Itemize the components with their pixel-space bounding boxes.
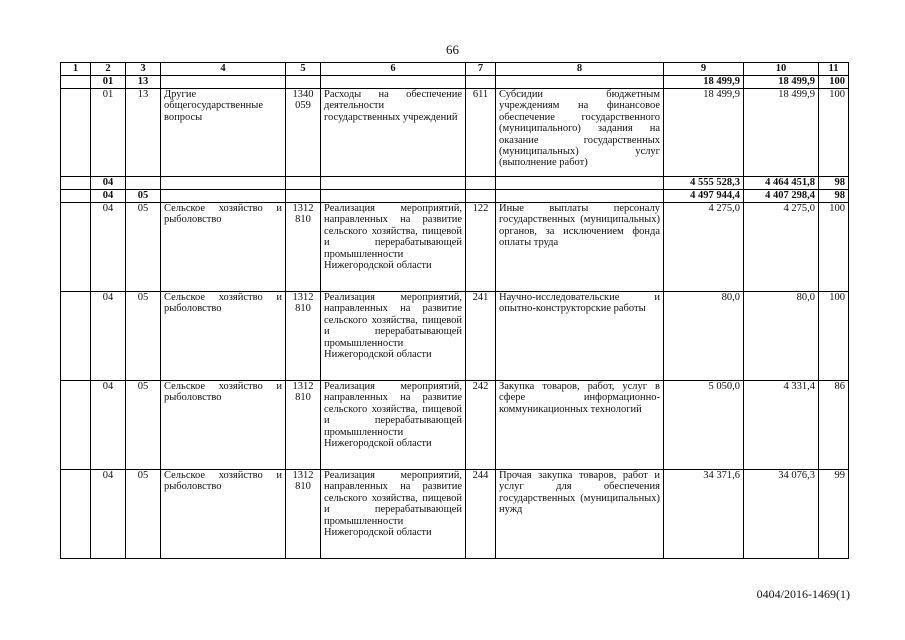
cell-c5 <box>286 190 321 203</box>
cell-subsection: 05 <box>126 470 161 559</box>
cell-c1 <box>61 76 91 89</box>
cell-c6 <box>321 190 466 203</box>
cell-actual: 80,0 <box>744 292 819 381</box>
cell-target-code: 1340 059 <box>286 89 321 177</box>
table-row <box>61 381 849 470</box>
table-row <box>61 89 849 177</box>
cell-percent: 86 <box>819 381 849 470</box>
cell-percent: 98 <box>819 177 849 190</box>
cell-description: Другие общегосударственные вопросы <box>161 89 286 177</box>
cell-expense-name: Прочая закупка товаров, работ и услуг для обеспечения государственных (муниципальных) нужд <box>496 470 664 559</box>
budget-table <box>60 62 849 559</box>
cell-actual: 4 464 451,8 <box>744 177 819 190</box>
cell-expense-code: 611 <box>466 89 496 177</box>
cell-section: 04 <box>91 177 126 190</box>
cell-actual: 4 275,0 <box>744 203 819 292</box>
cell-description: Сельское хозяйство и рыболовство <box>161 292 286 381</box>
cell-plan: 18 499,9 <box>664 76 744 89</box>
cell-c1 <box>61 89 91 177</box>
column-header: 5 <box>286 63 321 76</box>
column-header: 2 <box>91 63 126 76</box>
subtotal-row <box>61 177 849 190</box>
cell-actual: 34 076,3 <box>744 470 819 559</box>
cell-percent: 100 <box>819 89 849 177</box>
cell-target-code: 1312 810 <box>286 470 321 559</box>
column-header: 9 <box>664 63 744 76</box>
cell-c1 <box>61 470 91 559</box>
table-row <box>61 203 849 292</box>
cell-c1 <box>61 190 91 203</box>
column-header: 6 <box>321 63 466 76</box>
cell-actual: 4 407 298,4 <box>744 190 819 203</box>
column-header: 11 <box>819 63 849 76</box>
cell-section: 01 <box>91 76 126 89</box>
document-code: 0404/2016-1469(1) <box>756 587 850 601</box>
cell-c4 <box>161 76 286 89</box>
cell-percent: 100 <box>819 203 849 292</box>
cell-c4 <box>161 190 286 203</box>
cell-percent: 99 <box>819 470 849 559</box>
column-header: 10 <box>744 63 819 76</box>
cell-expense-code: 241 <box>466 292 496 381</box>
cell-plan: 34 371,6 <box>664 470 744 559</box>
cell-actual: 18 499,9 <box>744 76 819 89</box>
cell-expense-name: Субсидии бюджетным учреждениям на финансовое обеспечение государственного (муниципального) задания на оказание государственных (муниципальных) услуг (выполнение работ) <box>496 89 664 177</box>
cell-actual: 18 499,9 <box>744 89 819 177</box>
column-header: 4 <box>161 63 286 76</box>
cell-c4 <box>161 177 286 190</box>
cell-target-name: Расходы на обеспечение деятельности государственных учреждений <box>321 89 466 177</box>
cell-plan: 4 497 944,4 <box>664 190 744 203</box>
cell-target-code: 1312 810 <box>286 381 321 470</box>
cell-plan: 18 499,9 <box>664 89 744 177</box>
cell-section: 01 <box>91 89 126 177</box>
cell-target-name: Реализация мероприятий, направленных на развитие сельского хозяйства, пищевой и перерабатывающей промышленности Нижегородской области <box>321 292 466 381</box>
cell-subsection: 05 <box>126 190 161 203</box>
cell-plan: 4 275,0 <box>664 203 744 292</box>
cell-subsection: 05 <box>126 381 161 470</box>
cell-plan: 5 050,0 <box>664 381 744 470</box>
cell-description: Сельское хозяйство и рыболовство <box>161 470 286 559</box>
cell-expense-code: 244 <box>466 470 496 559</box>
column-header: 8 <box>496 63 664 76</box>
cell-c1 <box>61 203 91 292</box>
cell-section: 04 <box>91 381 126 470</box>
column-header: 1 <box>61 63 91 76</box>
cell-subsection <box>126 177 161 190</box>
cell-section: 04 <box>91 203 126 292</box>
cell-plan: 4 555 528,3 <box>664 177 744 190</box>
table-row <box>61 292 849 381</box>
cell-c8 <box>496 177 664 190</box>
cell-subsection: 05 <box>126 292 161 381</box>
cell-description: Сельское хозяйство и рыболовство <box>161 381 286 470</box>
cell-c7 <box>466 190 496 203</box>
column-header: 3 <box>126 63 161 76</box>
cell-c1 <box>61 381 91 470</box>
cell-c8 <box>496 76 664 89</box>
cell-c5 <box>286 177 321 190</box>
cell-c6 <box>321 177 466 190</box>
cell-subsection: 13 <box>126 76 161 89</box>
cell-expense-name: Иные выплаты персоналу государственных (муниципальных) органов, за исключением фонда оплаты труда <box>496 203 664 292</box>
cell-c7 <box>466 177 496 190</box>
cell-c8 <box>496 190 664 203</box>
cell-actual: 4 331,4 <box>744 381 819 470</box>
cell-description: Сельское хозяйство и рыболовство <box>161 203 286 292</box>
cell-subsection: 13 <box>126 89 161 177</box>
cell-plan: 80,0 <box>664 292 744 381</box>
column-header: 7 <box>466 63 496 76</box>
cell-subsection: 05 <box>126 203 161 292</box>
cell-target-name: Реализация мероприятий, направленных на развитие сельского хозяйства, пищевой и перерабатывающей промышленности Нижегородской области <box>321 203 466 292</box>
cell-c6 <box>321 76 466 89</box>
cell-target-name: Реализация мероприятий, направленных на развитие сельского хозяйства, пищевой и перерабатывающей промышленности Нижегородской области <box>321 470 466 559</box>
cell-percent: 100 <box>819 292 849 381</box>
cell-expense-code: 122 <box>466 203 496 292</box>
table-row <box>61 470 849 559</box>
cell-c1 <box>61 177 91 190</box>
cell-section: 04 <box>91 292 126 381</box>
cell-target-name: Реализация мероприятий, направленных на развитие сельского хозяйства, пищевой и перерабатывающей промышленности Нижегородской области <box>321 381 466 470</box>
cell-target-code: 1312 810 <box>286 203 321 292</box>
header-row <box>61 63 849 76</box>
subtotal-row <box>61 76 849 89</box>
page-number: 66 <box>446 42 459 57</box>
subtotal-row <box>61 190 849 203</box>
cell-c7 <box>466 76 496 89</box>
cell-percent: 100 <box>819 76 849 89</box>
cell-c5 <box>286 76 321 89</box>
cell-section: 04 <box>91 190 126 203</box>
cell-expense-name: Закупка товаров, работ, услуг в сфере информационно-коммуникационных технологий <box>496 381 664 470</box>
cell-c1 <box>61 292 91 381</box>
cell-section: 04 <box>91 470 126 559</box>
cell-target-code: 1312 810 <box>286 292 321 381</box>
cell-expense-name: Научно-исследовательские и опытно-конструкторские работы <box>496 292 664 381</box>
cell-percent: 98 <box>819 190 849 203</box>
cell-expense-code: 242 <box>466 381 496 470</box>
